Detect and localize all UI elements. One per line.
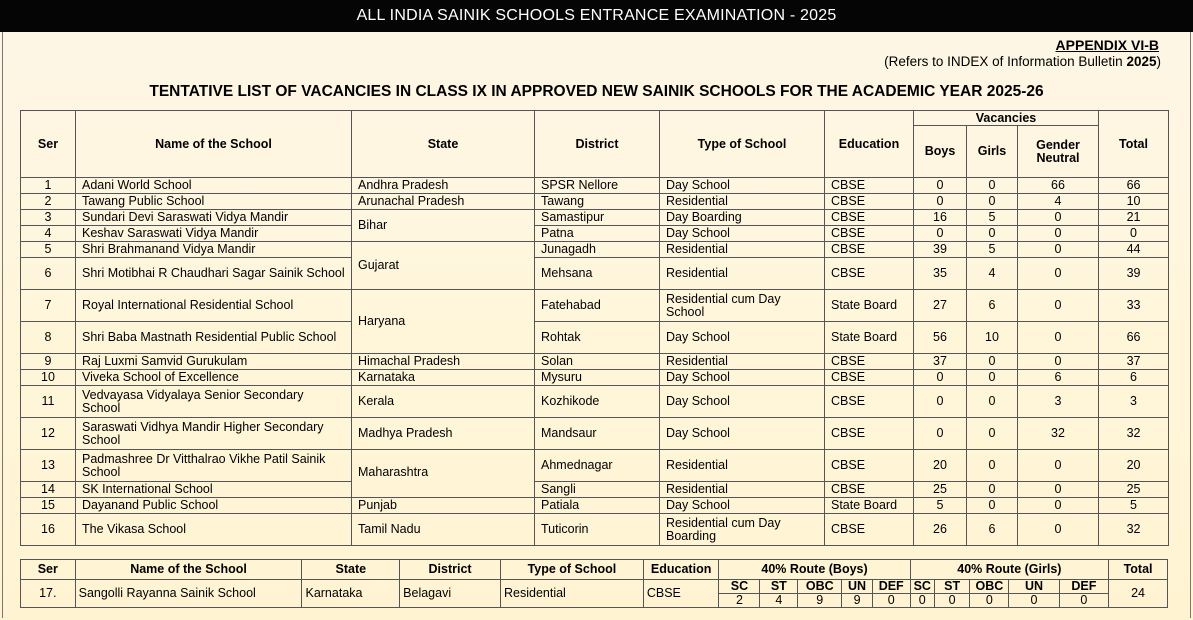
header-state: State bbox=[352, 111, 535, 178]
district-cell: SPSR Nellore bbox=[535, 178, 660, 194]
route-education-cell: CBSE bbox=[643, 580, 719, 608]
ser-cell: 3 bbox=[21, 210, 76, 226]
route-value-cell: 0 bbox=[1009, 594, 1059, 608]
boys-cell: 20 bbox=[914, 450, 967, 482]
girls-cell: 0 bbox=[967, 498, 1018, 514]
ser-cell: 8 bbox=[21, 322, 76, 354]
state-cell: Karnataka bbox=[352, 370, 535, 386]
boys-cell: 0 bbox=[914, 386, 967, 418]
girls-cell: 6 bbox=[967, 514, 1018, 546]
school-name-cell: SK International School bbox=[76, 482, 352, 498]
education-cell: CBSE bbox=[825, 482, 914, 498]
neutral-cell: 0 bbox=[1018, 498, 1099, 514]
type-cell: Residential bbox=[660, 258, 825, 290]
ser-cell: 11 bbox=[21, 386, 76, 418]
school-name-cell: Shri Motibhai R Chaudhari Sagar Sainik School bbox=[76, 258, 352, 290]
district-cell: Fatehabad bbox=[535, 290, 660, 322]
route-sub-header: ST bbox=[934, 580, 970, 594]
girls-cell: 0 bbox=[967, 354, 1018, 370]
route-sub-header: OBC bbox=[970, 580, 1009, 594]
list-title: TENTATIVE LIST OF VACANCIES IN CLASS IX IN APPROVED NEW SAINIK SCHOOLS FOR THE ACADEMIC YEAR 2025-26 bbox=[149, 83, 1044, 100]
school-name-cell: Adani World School bbox=[76, 178, 352, 194]
boys-cell: 0 bbox=[914, 194, 967, 210]
education-cell: CBSE bbox=[825, 514, 914, 546]
refers-prefix: (Refers to INDEX of Information Bulletin bbox=[884, 54, 1127, 69]
route-header-district: District bbox=[400, 560, 501, 580]
table-row bbox=[21, 450, 1169, 482]
route-header-girls: 40% Route (Girls) bbox=[910, 560, 1109, 580]
route-value-cell: 0 bbox=[910, 594, 934, 608]
total-cell: 3 bbox=[1099, 386, 1169, 418]
route-sub-header: SC bbox=[910, 580, 934, 594]
total-cell: 32 bbox=[1099, 418, 1169, 450]
header-education: Education bbox=[825, 111, 914, 178]
total-cell: 44 bbox=[1099, 242, 1169, 258]
neutral-cell: 0 bbox=[1018, 514, 1099, 546]
table-row bbox=[21, 418, 1169, 450]
table-row bbox=[21, 482, 1169, 498]
girls-cell: 6 bbox=[967, 290, 1018, 322]
route-header-state: State bbox=[302, 560, 400, 580]
neutral-cell: 0 bbox=[1018, 242, 1099, 258]
district-cell: Mandsaur bbox=[535, 418, 660, 450]
school-name-cell: Dayanand Public School bbox=[76, 498, 352, 514]
girls-cell: 4 bbox=[967, 258, 1018, 290]
route-value-cell: 9 bbox=[842, 594, 872, 608]
state-cell: Tamil Nadu bbox=[352, 514, 535, 546]
school-name-cell: Saraswati Vidhya Mandir Higher Secondary School bbox=[76, 418, 352, 450]
route-header-ser: Ser bbox=[21, 560, 76, 580]
district-cell: Mehsana bbox=[535, 258, 660, 290]
state-cell: Andhra Pradesh bbox=[352, 178, 535, 194]
route-school-name-cell: Sangolli Rayanna Sainik School bbox=[75, 580, 302, 608]
neutral-cell: 6 bbox=[1018, 370, 1099, 386]
total-cell: 37 bbox=[1099, 354, 1169, 370]
district-cell: Ahmednagar bbox=[535, 450, 660, 482]
table-row bbox=[21, 226, 1169, 242]
total-cell: 32 bbox=[1099, 514, 1169, 546]
header-vacancies: Vacancies bbox=[914, 111, 1099, 126]
header-district: District bbox=[535, 111, 660, 178]
type-cell: Residential bbox=[660, 450, 825, 482]
exam-title-bar bbox=[0, 0, 1193, 32]
school-name-cell: Shri Brahmanand Vidya Mandir bbox=[76, 242, 352, 258]
district-cell: Samastipur bbox=[535, 210, 660, 226]
vacancies-table bbox=[20, 110, 1169, 546]
total-cell: 5 bbox=[1099, 498, 1169, 514]
neutral-cell: 0 bbox=[1018, 210, 1099, 226]
table-row bbox=[21, 354, 1169, 370]
total-cell: 33 bbox=[1099, 290, 1169, 322]
state-cell: Haryana bbox=[352, 290, 535, 354]
district-cell: Solan bbox=[535, 354, 660, 370]
boys-cell: 5 bbox=[914, 498, 967, 514]
table-row bbox=[21, 498, 1169, 514]
type-cell: Day Boarding bbox=[660, 210, 825, 226]
girls-cell: 0 bbox=[967, 386, 1018, 418]
route-value-cell: 0 bbox=[872, 594, 910, 608]
route-total-cell: 24 bbox=[1109, 580, 1168, 608]
district-cell: Kozhikode bbox=[535, 386, 660, 418]
route-header-name: Name of the School bbox=[75, 560, 302, 580]
girls-cell: 0 bbox=[967, 194, 1018, 210]
route-ser-cell: 17. bbox=[21, 580, 76, 608]
state-cell: Madhya Pradesh bbox=[352, 418, 535, 450]
route-value-cell: 9 bbox=[798, 594, 842, 608]
table-row bbox=[21, 258, 1169, 290]
education-cell: CBSE bbox=[825, 258, 914, 290]
education-cell: CBSE bbox=[825, 194, 914, 210]
refers-note bbox=[884, 54, 1161, 69]
ser-cell: 6 bbox=[21, 258, 76, 290]
ser-cell: 12 bbox=[21, 418, 76, 450]
education-cell: CBSE bbox=[825, 450, 914, 482]
type-cell: Day School bbox=[660, 386, 825, 418]
route-header-education: Education bbox=[643, 560, 719, 580]
girls-cell: 0 bbox=[967, 418, 1018, 450]
ser-cell: 14 bbox=[21, 482, 76, 498]
neutral-cell: 0 bbox=[1018, 354, 1099, 370]
route-sub-header: OBC bbox=[798, 580, 842, 594]
header-boys: Boys bbox=[914, 126, 967, 178]
neutral-cell: 0 bbox=[1018, 290, 1099, 322]
neutral-cell: 3 bbox=[1018, 386, 1099, 418]
school-name-cell: Sundari Devi Saraswati Vidya Mandir bbox=[76, 210, 352, 226]
type-cell: Residential bbox=[660, 482, 825, 498]
school-name-cell: Raj Luxmi Samvid Gurukulam bbox=[76, 354, 352, 370]
route-value-cell: 4 bbox=[760, 594, 798, 608]
table-row bbox=[21, 178, 1169, 194]
route-sub-header: ST bbox=[760, 580, 798, 594]
boys-cell: 0 bbox=[914, 418, 967, 450]
ser-cell: 7 bbox=[21, 290, 76, 322]
boys-cell: 27 bbox=[914, 290, 967, 322]
state-cell: Bihar bbox=[352, 210, 535, 242]
district-cell: Sangli bbox=[535, 482, 660, 498]
route-sub-header: SC bbox=[719, 580, 760, 594]
boys-cell: 37 bbox=[914, 354, 967, 370]
education-cell: CBSE bbox=[825, 370, 914, 386]
district-cell: Tawang bbox=[535, 194, 660, 210]
school-name-cell: Vedvayasa Vidyalaya Senior Secondary School bbox=[76, 386, 352, 418]
district-cell: Rohtak bbox=[535, 322, 660, 354]
ser-cell: 5 bbox=[21, 242, 76, 258]
route-table bbox=[20, 559, 1168, 608]
table-row bbox=[21, 322, 1169, 354]
girls-cell: 5 bbox=[967, 210, 1018, 226]
education-cell: CBSE bbox=[825, 418, 914, 450]
route-state-cell: Karnataka bbox=[302, 580, 400, 608]
total-cell: 0 bbox=[1099, 226, 1169, 242]
boys-cell: 39 bbox=[914, 242, 967, 258]
header-name: Name of the School bbox=[76, 111, 352, 178]
table-row bbox=[21, 242, 1169, 258]
header-gender-neutral: Gender Neutral bbox=[1018, 126, 1099, 178]
total-cell: 25 bbox=[1099, 482, 1169, 498]
table-row bbox=[21, 514, 1169, 546]
ser-cell: 10 bbox=[21, 370, 76, 386]
type-cell: Residential cum Day School bbox=[660, 290, 825, 322]
route-value-cell: 0 bbox=[934, 594, 970, 608]
girls-cell: 0 bbox=[967, 450, 1018, 482]
school-name-cell: The Vikasa School bbox=[76, 514, 352, 546]
ser-cell: 15 bbox=[21, 498, 76, 514]
education-cell: CBSE bbox=[825, 178, 914, 194]
table-row bbox=[21, 194, 1169, 210]
district-cell: Patna bbox=[535, 226, 660, 242]
type-cell: Day School bbox=[660, 178, 825, 194]
boys-cell: 26 bbox=[914, 514, 967, 546]
ser-cell: 9 bbox=[21, 354, 76, 370]
total-cell: 66 bbox=[1099, 322, 1169, 354]
neutral-cell: 0 bbox=[1018, 482, 1099, 498]
state-cell: Maharashtra bbox=[352, 450, 535, 498]
header-ser: Ser bbox=[21, 111, 76, 178]
type-cell: Day School bbox=[660, 418, 825, 450]
type-cell: Residential bbox=[660, 354, 825, 370]
total-cell: 6 bbox=[1099, 370, 1169, 386]
boys-cell: 0 bbox=[914, 370, 967, 386]
girls-cell: 5 bbox=[967, 242, 1018, 258]
type-cell: Day School bbox=[660, 226, 825, 242]
girls-cell: 0 bbox=[967, 178, 1018, 194]
type-cell: Residential cum Day Boarding bbox=[660, 514, 825, 546]
district-cell: Patiala bbox=[535, 498, 660, 514]
route-sub-header: DEF bbox=[872, 580, 910, 594]
education-cell: State Board bbox=[825, 322, 914, 354]
boys-cell: 0 bbox=[914, 226, 967, 242]
exam-title: ALL INDIA SAINIK SCHOOLS ENTRANCE EXAMINATION - 2025 bbox=[356, 7, 837, 24]
school-name-cell: Keshav Saraswati Vidya Mandir bbox=[76, 226, 352, 242]
education-cell: CBSE bbox=[825, 242, 914, 258]
route-sub-header: UN bbox=[842, 580, 872, 594]
table-row bbox=[21, 386, 1169, 418]
route-sub-header: DEF bbox=[1059, 580, 1108, 594]
refers-suffix: ) bbox=[1156, 54, 1161, 69]
state-cell: Gujarat bbox=[352, 242, 535, 290]
school-name-cell: Shri Baba Mastnath Residential Public School bbox=[76, 322, 352, 354]
district-cell: Mysuru bbox=[535, 370, 660, 386]
type-cell: Residential bbox=[660, 194, 825, 210]
neutral-cell: 32 bbox=[1018, 418, 1099, 450]
total-cell: 21 bbox=[1099, 210, 1169, 226]
boys-cell: 16 bbox=[914, 210, 967, 226]
table-row bbox=[21, 210, 1169, 226]
girls-cell: 10 bbox=[967, 322, 1018, 354]
ser-cell: 4 bbox=[21, 226, 76, 242]
route-type-cell: Residential bbox=[500, 580, 643, 608]
school-name-cell: Tawang Public School bbox=[76, 194, 352, 210]
education-cell: CBSE bbox=[825, 210, 914, 226]
ser-cell: 1 bbox=[21, 178, 76, 194]
refers-year: 2025 bbox=[1126, 54, 1157, 69]
neutral-cell: 0 bbox=[1018, 450, 1099, 482]
state-cell: Kerala bbox=[352, 386, 535, 418]
header-total: Total bbox=[1099, 111, 1169, 178]
route-value-cell: 0 bbox=[970, 594, 1009, 608]
neutral-cell: 4 bbox=[1018, 194, 1099, 210]
route-header-type: Type of School bbox=[500, 560, 643, 580]
state-cell: Himachal Pradesh bbox=[352, 354, 535, 370]
education-cell: CBSE bbox=[825, 386, 914, 418]
appendix-label: APPENDIX VI-B bbox=[1055, 37, 1159, 53]
type-cell: Residential bbox=[660, 242, 825, 258]
total-cell: 20 bbox=[1099, 450, 1169, 482]
girls-cell: 0 bbox=[967, 370, 1018, 386]
girls-cell: 0 bbox=[967, 482, 1018, 498]
type-cell: Day School bbox=[660, 322, 825, 354]
boys-cell: 35 bbox=[914, 258, 967, 290]
total-cell: 66 bbox=[1099, 178, 1169, 194]
neutral-cell: 0 bbox=[1018, 258, 1099, 290]
table-row bbox=[21, 290, 1169, 322]
ser-cell: 16 bbox=[21, 514, 76, 546]
type-cell: Day School bbox=[660, 498, 825, 514]
education-cell: CBSE bbox=[825, 226, 914, 242]
ser-cell: 2 bbox=[21, 194, 76, 210]
boys-cell: 25 bbox=[914, 482, 967, 498]
state-cell: Punjab bbox=[352, 498, 535, 514]
route-header-total: Total bbox=[1109, 560, 1168, 580]
girls-cell: 0 bbox=[967, 226, 1018, 242]
school-name-cell: Royal International Residential School bbox=[76, 290, 352, 322]
route-value-cell: 0 bbox=[1059, 594, 1108, 608]
route-sub-header: UN bbox=[1009, 580, 1059, 594]
header-type: Type of School bbox=[660, 111, 825, 178]
school-name-cell: Padmashree Dr Vitthalrao Vikhe Patil Sainik School bbox=[76, 450, 352, 482]
state-cell: Arunachal Pradesh bbox=[352, 194, 535, 210]
education-cell: State Board bbox=[825, 290, 914, 322]
ser-cell: 13 bbox=[21, 450, 76, 482]
total-cell: 10 bbox=[1099, 194, 1169, 210]
route-value-cell: 2 bbox=[719, 594, 760, 608]
district-cell: Junagadh bbox=[535, 242, 660, 258]
education-cell: CBSE bbox=[825, 354, 914, 370]
education-cell: State Board bbox=[825, 498, 914, 514]
boys-cell: 0 bbox=[914, 178, 967, 194]
neutral-cell: 0 bbox=[1018, 322, 1099, 354]
school-name-cell: Viveka School of Excellence bbox=[76, 370, 352, 386]
neutral-cell: 66 bbox=[1018, 178, 1099, 194]
boys-cell: 56 bbox=[914, 322, 967, 354]
type-cell: Day School bbox=[660, 370, 825, 386]
header-girls: Girls bbox=[967, 126, 1018, 178]
table-row bbox=[21, 370, 1169, 386]
total-cell: 39 bbox=[1099, 258, 1169, 290]
route-district-cell: Belagavi bbox=[400, 580, 501, 608]
district-cell: Tuticorin bbox=[535, 514, 660, 546]
neutral-cell: 0 bbox=[1018, 226, 1099, 242]
route-header-boys: 40% Route (Boys) bbox=[719, 560, 910, 580]
